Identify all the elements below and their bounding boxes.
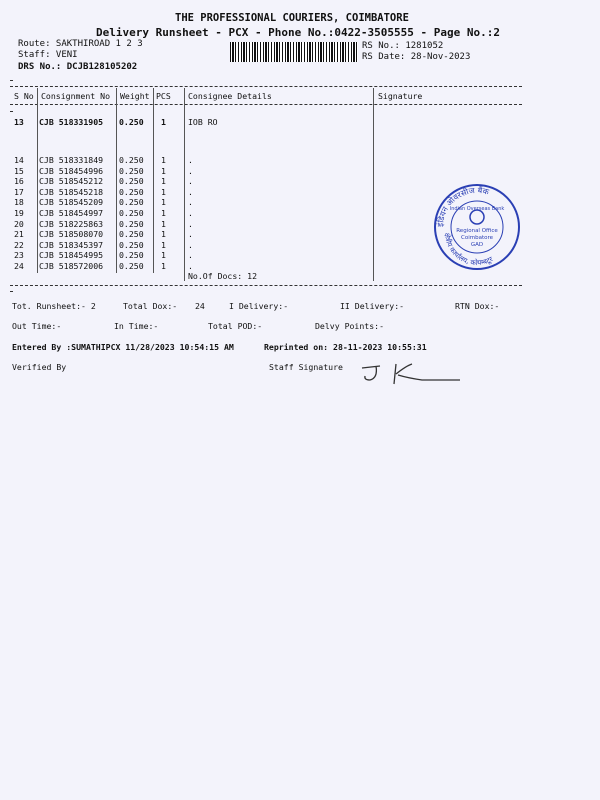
row-consignment: CJB 518545212 (39, 176, 104, 187)
row-sno: 19 (14, 208, 24, 218)
stamp-city: Coimbatore (461, 235, 493, 241)
row-sno: 16 (14, 176, 24, 187)
row-weight: 0.250 (119, 165, 144, 176)
row-pcs: 1 (161, 229, 166, 240)
total-dox-label: Total Dox:- (123, 301, 178, 311)
no-of-docs: No.Of Docs: 12 (188, 271, 258, 281)
row-sno: 20 (14, 218, 24, 229)
row-pcs: 1 (161, 261, 166, 271)
divider (10, 104, 522, 105)
total-dox-value: 24 (195, 301, 205, 311)
row-sno: 24 (14, 261, 24, 271)
row-consignment: CJB 518454995 (39, 250, 104, 261)
divider (10, 86, 522, 87)
divider (10, 80, 13, 81)
ii-delivery: II Delivery:- (340, 301, 405, 311)
runsheet-title: Delivery Runsheet - PCX - Phone No.:0422-3505555 - Page No.:2 (96, 26, 500, 39)
col-header-sno: S No (14, 91, 34, 101)
row-pcs: 1 (161, 239, 166, 250)
reprinted-on: Reprinted on: 28-11-2023 10:55:31 (264, 342, 427, 352)
divider (10, 291, 13, 292)
row-sno: 17 (14, 186, 24, 197)
row-details: . (188, 155, 193, 165)
row-pcs: 1 (161, 176, 166, 187)
row-sno: 23 (14, 250, 24, 261)
row-details: . (188, 208, 193, 218)
tot-runsheet: Tot. Runsheet:- 2 (12, 301, 96, 311)
row-weight: 0.250 (119, 155, 144, 165)
row-consignment: CJB 518545209 (39, 197, 104, 208)
row-details: . (188, 261, 193, 271)
stamp-top-text: इंडियन ओवरसीज बैंक (435, 185, 490, 228)
row-pcs: 1 (161, 117, 166, 127)
entered-by: Entered By :SUMATHIPCX 11/28/2023 10:54:15 AM (12, 342, 234, 352)
table-row (0, 117, 600, 129)
rs-number: RS No.: 1281052 (362, 41, 444, 51)
staff-signature-label: Staff Signature (269, 362, 343, 372)
out-time: Out Time:- (12, 321, 62, 331)
row-sno: 14 (14, 155, 24, 165)
row-sno: 18 (14, 197, 24, 208)
row-sno: 13 (14, 117, 24, 127)
row-weight: 0.250 (119, 197, 144, 208)
row-weight: 0.250 (119, 239, 144, 250)
stamp-office: Regional Office (456, 228, 498, 234)
col-header-weight: Weight (120, 91, 150, 101)
row-details: . (188, 186, 193, 197)
stamp-bottom-text: क्षेत्रीय कार्यालय, कोयम्बटूर (442, 232, 495, 268)
row-pcs: 1 (161, 186, 166, 197)
row-consignment: CJB 518225863 (39, 218, 104, 229)
row-consignment: CJB 518331905 (39, 117, 104, 127)
row-details: . (188, 239, 193, 250)
row-sno: 21 (14, 229, 24, 240)
staff-signature-mark (356, 360, 466, 388)
company-title: THE PROFESSIONAL COURIERS, COIMBATORE (175, 12, 409, 24)
bank-stamp (433, 183, 521, 271)
row-weight: 0.250 (119, 250, 144, 261)
col-header-signature: Signature (378, 91, 423, 101)
route-text: Route: SAKTHIROAD 1 2 3 (18, 39, 143, 49)
row-pcs: 1 (161, 197, 166, 208)
row-details: . (188, 197, 193, 208)
col-header-pcs: PCS (156, 91, 171, 101)
row-weight: 0.250 (119, 218, 144, 229)
row-sno: 22 (14, 239, 24, 250)
row-consignment: CJB 518508070 (39, 229, 104, 240)
row-consignment: CJB 518454997 (39, 208, 104, 218)
row-consignment: CJB 518331849 (39, 155, 104, 165)
verified-by: Verified By (12, 362, 67, 372)
stamp-bank-name: Indian Overseas Bank (449, 206, 505, 212)
row-pcs: 1 (161, 165, 166, 176)
drs-number: DRS No.: DCJB128105202 (18, 62, 138, 72)
delivery-points: Delvy Points:- (315, 321, 385, 331)
divider (10, 111, 13, 112)
staff-text: Staff: VENI (18, 50, 78, 60)
row-details: . (188, 165, 193, 176)
row-consignment: CJB 518454996 (39, 165, 104, 176)
row-details: . (188, 250, 193, 261)
row-consignment: CJB 518345397 (39, 239, 104, 250)
row-weight: 0.250 (119, 208, 144, 218)
row-weight: 0.250 (119, 176, 144, 187)
stamp-dept: GAD (470, 242, 484, 248)
i-delivery: I Delivery:- (229, 301, 289, 311)
table-row (0, 155, 600, 165)
row-details: . (188, 176, 193, 187)
row-pcs: 1 (161, 155, 166, 165)
col-header-consignment: Consignment No (41, 91, 111, 101)
row-weight: 0.250 (119, 229, 144, 240)
row-weight: 0.250 (119, 261, 144, 271)
divider (10, 285, 522, 286)
rs-date: RS Date: 28-Nov-2023 (362, 52, 471, 62)
row-sno: 15 (14, 165, 24, 176)
table-row (0, 166, 600, 176)
row-pcs: 1 (161, 250, 166, 261)
row-pcs: 1 (161, 218, 166, 229)
row-weight: 0.250 (119, 186, 144, 197)
barcode (230, 42, 358, 62)
row-details: . (188, 218, 193, 229)
row-pcs: 1 (161, 208, 166, 218)
row-weight: 0.250 (119, 117, 144, 127)
row-details: IOB RO (188, 117, 218, 127)
col-header-consignee: Consignee Details (188, 91, 272, 101)
row-consignment: CJB 518545218 (39, 186, 104, 197)
row-consignment: CJB 518572006 (39, 261, 104, 271)
rtn-dox: RTN Dox:- (455, 301, 500, 311)
total-pod: Total POD:- (208, 321, 263, 331)
in-time: In Time:- (114, 321, 159, 331)
row-details: . (188, 229, 193, 240)
